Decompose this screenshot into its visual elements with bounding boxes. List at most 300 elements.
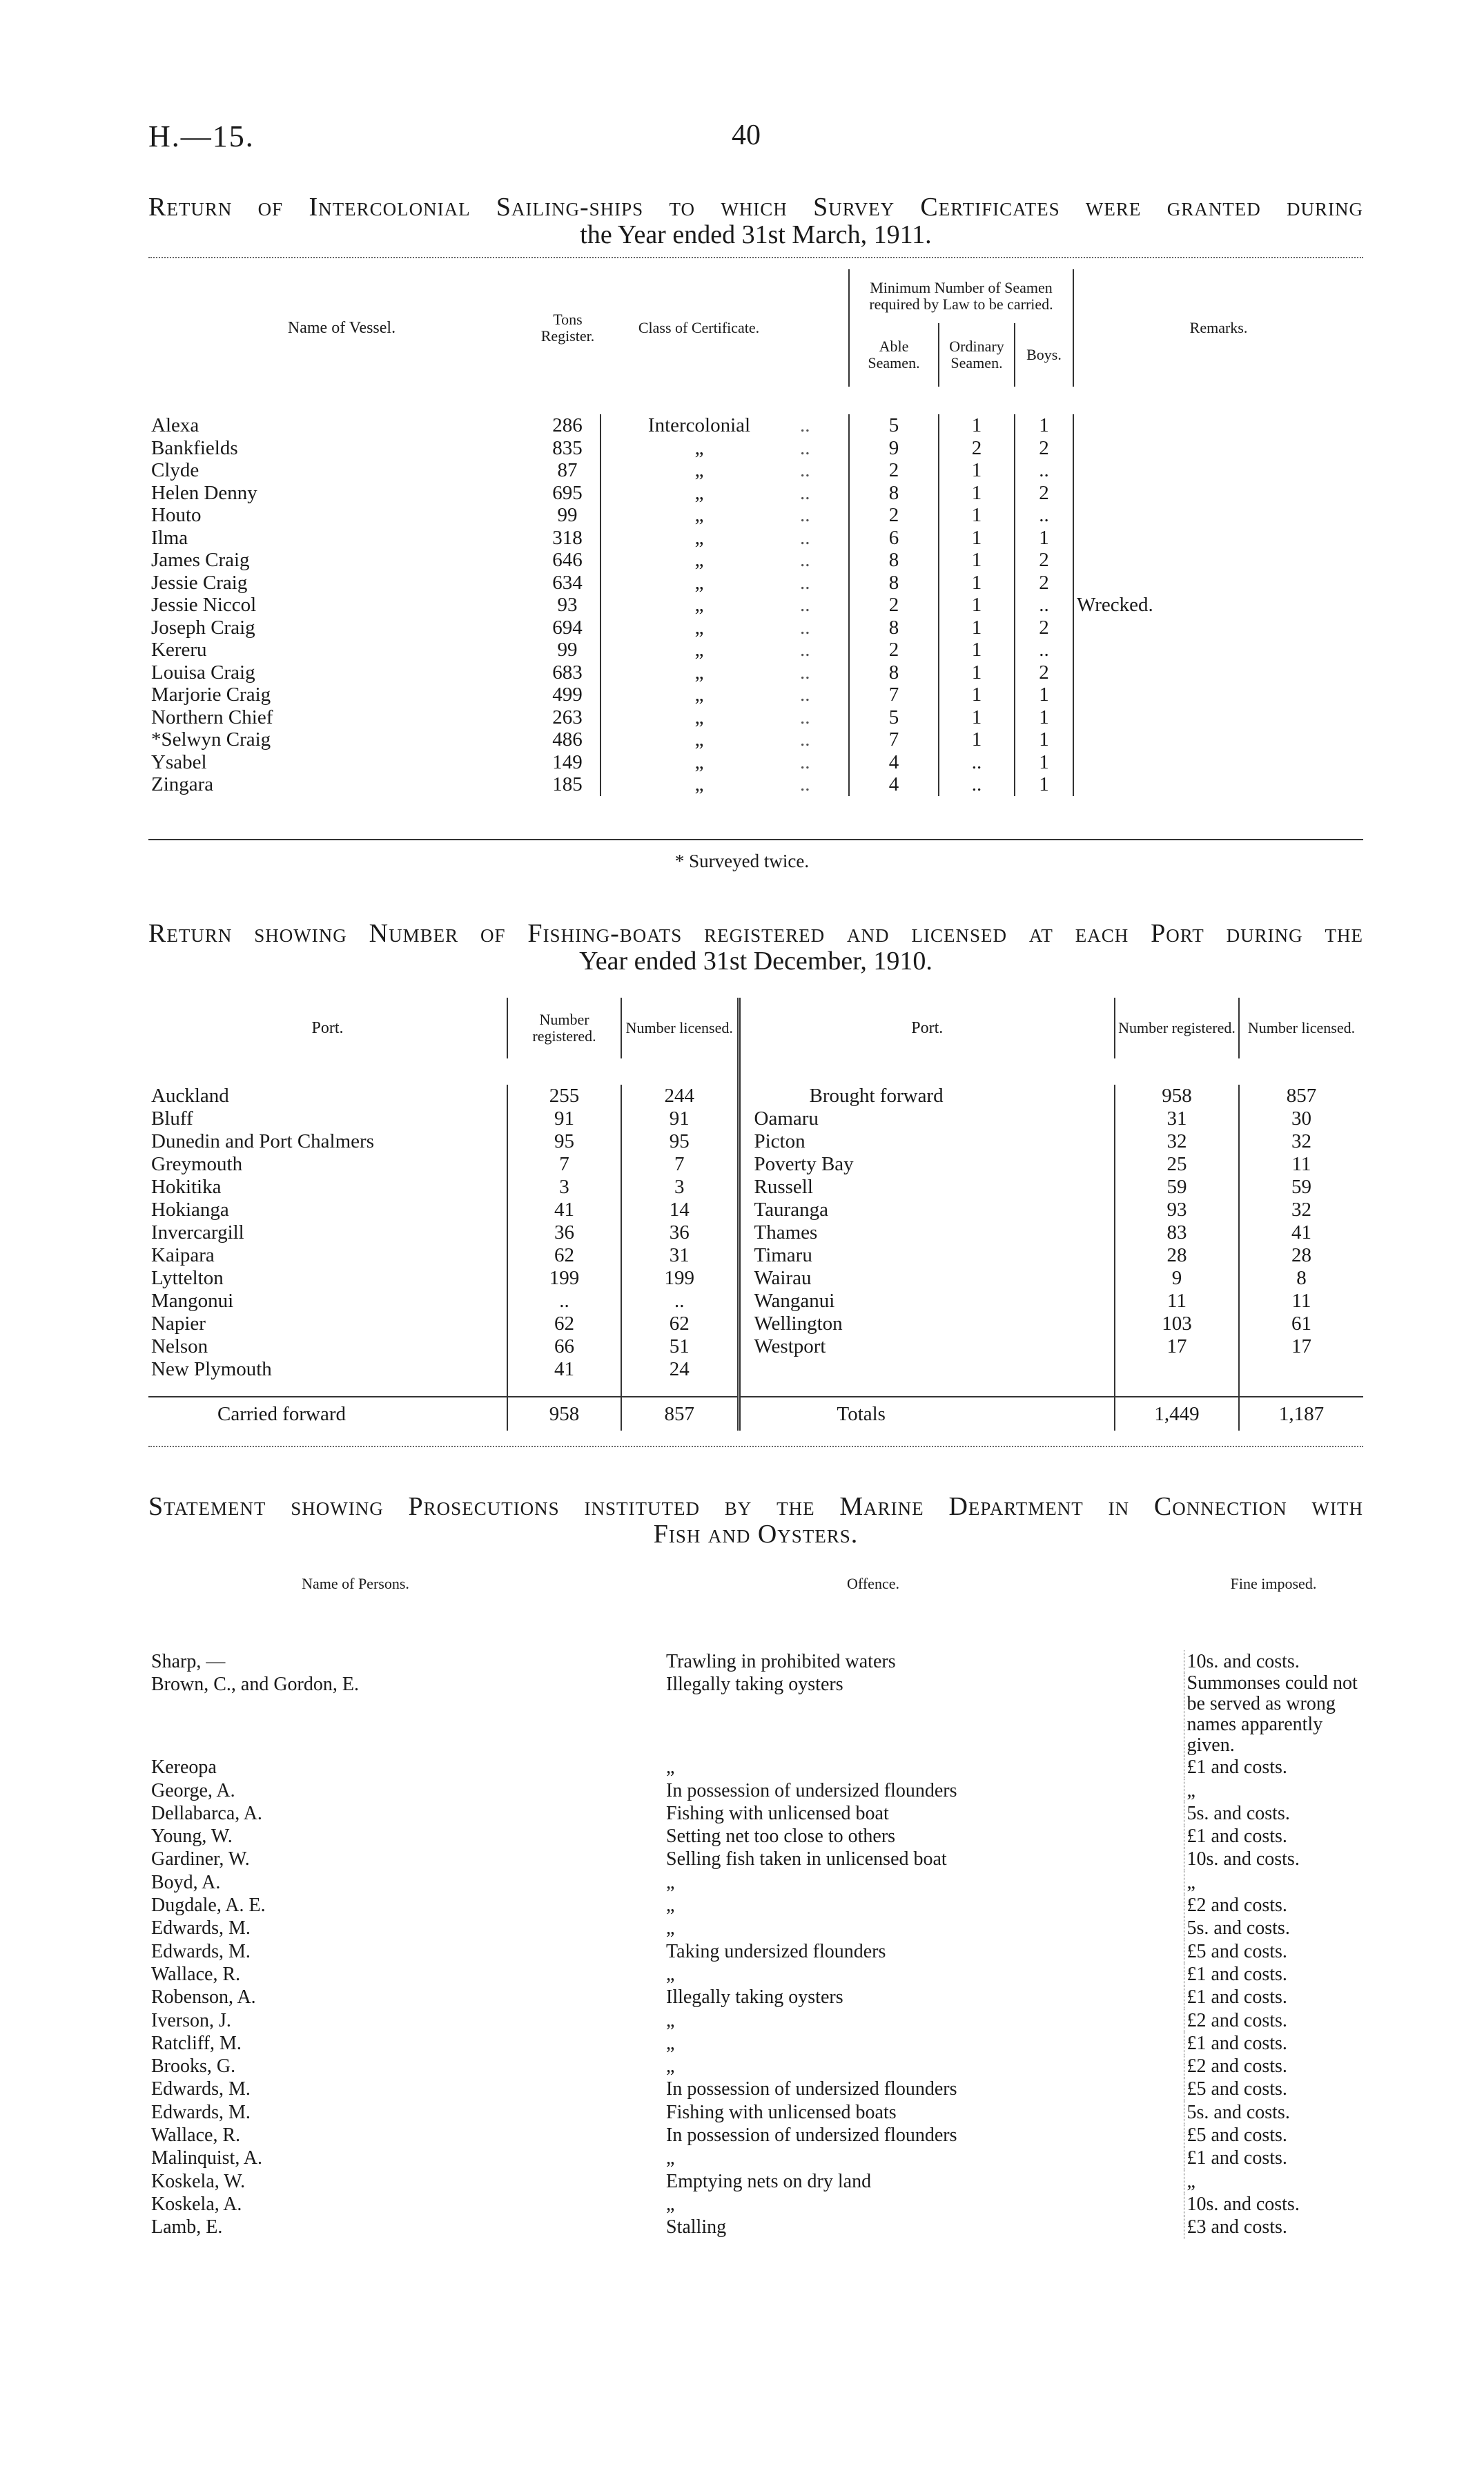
port-name: Mangonui	[151, 1290, 234, 1312]
person-name: Edwards, M.	[151, 1940, 251, 1962]
number-licensed: 14	[621, 1199, 739, 1221]
table-row	[148, 1358, 1363, 1381]
remarks	[1073, 706, 1363, 729]
number-registered	[1115, 1358, 1239, 1381]
vessel-name: James Craig	[151, 549, 250, 571]
person-name: Dellabarca, A.	[151, 1802, 262, 1824]
fine-imposed: £2 and costs.	[1184, 2055, 1363, 2078]
ordinary-seamen: 1	[939, 706, 1015, 729]
able-seamen: 6	[849, 527, 939, 550]
number-registered: 958	[1115, 1085, 1239, 1107]
table-row	[148, 773, 1363, 796]
number-licensed: 28	[1239, 1244, 1363, 1267]
remarks	[1073, 661, 1363, 684]
person-name: Wallace, R.	[151, 1963, 241, 1985]
able-seamen: 5	[849, 706, 939, 729]
person-name: Kereopa	[151, 1757, 217, 1779]
person-name: Boyd, A.	[151, 1871, 221, 1893]
col-vessel-name: Name of Vessel.	[287, 319, 396, 337]
number-registered: 199	[507, 1267, 621, 1290]
tons-register: 634	[552, 571, 583, 594]
table-row	[148, 2124, 1363, 2147]
offence: „	[666, 2032, 675, 2054]
sailing-table	[148, 269, 1363, 796]
table-row	[148, 1199, 1363, 1221]
tons-register: 185	[552, 773, 583, 795]
vessel-name: Joseph Craig	[151, 616, 255, 639]
port-name: Oamaru	[739, 1107, 1115, 1130]
number-licensed: 11	[1239, 1153, 1363, 1176]
number-registered: 62	[507, 1313, 621, 1335]
number-registered: 95	[507, 1130, 621, 1153]
totals-registered: 1,449	[1115, 1397, 1239, 1431]
port-name: Invercargill	[151, 1221, 244, 1244]
vessel-name: Bankfields	[151, 436, 238, 459]
able-seamen: 9	[849, 437, 939, 460]
port-name: Poverty Bay	[739, 1153, 1115, 1176]
offence: Taking undersized flounders	[666, 1940, 886, 1962]
number-registered: 28	[1115, 1244, 1239, 1267]
able-seamen: 2	[849, 504, 939, 527]
table-row	[148, 639, 1363, 661]
number-licensed: 91	[621, 1107, 739, 1130]
boys: ..	[1015, 459, 1073, 482]
certificate-class: „	[601, 728, 797, 751]
totals-label: Totals	[739, 1397, 1115, 1431]
fishing-title-line2: Year ended 31st December, 1910.	[579, 947, 933, 976]
ordinary-seamen: 1	[939, 661, 1015, 684]
ordinary-seamen: 1	[939, 572, 1015, 594]
table-row	[148, 728, 1363, 751]
person-name: Wallace, R.	[151, 2125, 241, 2147]
vessel-name: Jessie Niccol	[151, 594, 257, 616]
table-row	[148, 1802, 1363, 1825]
able-seamen: 5	[849, 414, 939, 437]
vessel-name: Jessie Craig	[151, 571, 248, 594]
fine-imposed: £1 and costs.	[1184, 1963, 1363, 1986]
spacer-cell	[739, 1381, 1115, 1397]
table-row	[148, 1650, 1363, 1673]
offence: Trawling in prohibited waters	[666, 1651, 896, 1672]
fine-imposed: £1 and costs.	[1184, 2032, 1363, 2055]
col-tons: Tons Register.	[540, 311, 595, 345]
vessel-name: Marjorie Craig	[151, 684, 271, 706]
vessel-name: Helen Denny	[151, 481, 257, 504]
boys: 1	[1015, 684, 1073, 706]
person-name: Edwards, M.	[151, 2101, 251, 2123]
carried-forward-registered: 958	[507, 1397, 621, 1431]
remarks	[1073, 639, 1363, 661]
prosecutions-title-line1: Statement showing Prosecutions instituted by the Marine Department in Connection with	[148, 1492, 1363, 1521]
col-licensed-right: Number licensed.	[1239, 998, 1363, 1058]
ordinary-seamen: 1	[939, 594, 1015, 617]
number-registered: 83	[1115, 1221, 1239, 1244]
certificate-class: Intercolonial	[601, 414, 797, 437]
number-registered: 93	[1115, 1199, 1239, 1221]
table-row	[148, 2216, 1363, 2238]
table-row	[148, 549, 1363, 572]
person-name: Brown, C., and Gordon, E.	[151, 1674, 359, 1696]
ordinary-seamen: 1	[939, 414, 1015, 437]
number-registered: 91	[507, 1107, 621, 1130]
col-ordinary: Ordinary Seamen.	[939, 323, 1015, 387]
vessel-name: Ilma	[151, 526, 188, 549]
certificate-class: „	[601, 459, 797, 482]
table-row	[148, 572, 1363, 594]
table-row	[148, 706, 1363, 729]
number-registered: 255	[507, 1085, 621, 1107]
table-row	[148, 1986, 1363, 2009]
port-name: Bluff	[151, 1107, 193, 1130]
table-row	[148, 1244, 1363, 1267]
col-registered-right: Number registered.	[1115, 998, 1239, 1058]
offence: „	[666, 1757, 675, 1779]
number-licensed: 7	[621, 1153, 739, 1176]
vessel-name: Northern Chief	[151, 706, 273, 728]
col-registered-left: Number registered.	[507, 998, 621, 1058]
port-name: Tauranga	[739, 1199, 1115, 1221]
person-name: Robenson, A.	[151, 1986, 256, 2009]
fine-imposed: £1 and costs.	[1184, 1756, 1363, 1779]
offence: „	[666, 2055, 675, 2078]
able-seamen: 8	[849, 549, 939, 572]
tons-register: 99	[557, 639, 578, 661]
leader-dots: ..	[800, 459, 810, 481]
boys: ..	[1015, 504, 1073, 527]
fine-imposed: £2 and costs.	[1184, 2009, 1363, 2032]
col-boys: Boys.	[1015, 323, 1073, 387]
boys: 1	[1015, 773, 1073, 796]
certificate-class: „	[601, 482, 797, 505]
number-licensed: 61	[1239, 1313, 1363, 1335]
able-seamen: 8	[849, 617, 939, 639]
carried-forward-label: Carried forward	[217, 1403, 346, 1425]
col-offence: Offence.	[847, 1575, 899, 1592]
person-name: Ratcliff, M.	[151, 2032, 242, 2054]
port-name: Dunedin and Port Chalmers	[151, 1130, 374, 1152]
number-licensed: 24	[621, 1358, 739, 1381]
port-name: Wellington	[739, 1313, 1115, 1335]
table-row	[148, 504, 1363, 527]
table-row	[148, 661, 1363, 684]
table-row	[148, 1848, 1363, 1870]
certificate-class: „	[601, 639, 797, 661]
offence: „	[666, 2193, 675, 2215]
spacer-cell	[1115, 1381, 1239, 1397]
ordinary-seamen: 1	[939, 459, 1015, 482]
able-seamen: 8	[849, 482, 939, 505]
number-registered: 41	[507, 1358, 621, 1381]
number-licensed: 17	[1239, 1335, 1363, 1358]
leader-dots: ..	[800, 504, 810, 526]
remarks	[1073, 527, 1363, 550]
vessel-name: Zingara	[151, 773, 214, 795]
person-name: Brooks, G.	[151, 2055, 236, 2078]
col-able: Able Seamen.	[849, 323, 939, 387]
remarks	[1073, 728, 1363, 751]
ordinary-seamen: 2	[939, 437, 1015, 460]
ordinary-seamen: ..	[939, 773, 1015, 796]
number-licensed: 51	[621, 1335, 739, 1358]
port-name: Picton	[739, 1130, 1115, 1153]
offence: In possession of undersized flounders	[666, 2125, 957, 2147]
port-name: Lyttelton	[151, 1267, 224, 1289]
page-code: H.—15.	[148, 119, 255, 153]
leader-dots: ..	[800, 661, 810, 684]
col-remarks: Remarks.	[1073, 269, 1363, 387]
leader-dots: ..	[800, 436, 810, 459]
person-name: Lamb, E.	[151, 2216, 223, 2238]
offence: „	[666, 1917, 675, 1939]
ordinary-seamen: 1	[939, 617, 1015, 639]
fine-imposed: 5s. and costs.	[1184, 1917, 1363, 1939]
prosecutions-table	[148, 1567, 1363, 2239]
number-licensed: 32	[1239, 1130, 1363, 1153]
certificate-class: „	[601, 549, 797, 572]
table-row	[148, 414, 1363, 437]
table-row	[148, 2009, 1363, 2032]
fine-imposed: 10s. and costs.	[1184, 2193, 1363, 2216]
fine-imposed: „	[1184, 1779, 1363, 1802]
able-seamen: 2	[849, 594, 939, 617]
leader-dots: ..	[800, 549, 810, 571]
able-seamen: 7	[849, 684, 939, 706]
offence: In possession of undersized flounders	[666, 2078, 957, 2100]
offence: „	[666, 1963, 675, 1985]
number-registered: 36	[507, 1221, 621, 1244]
table-row	[148, 617, 1363, 639]
certificate-class: „	[601, 572, 797, 594]
boys: 1	[1015, 706, 1073, 729]
table-row	[148, 2055, 1363, 2078]
fine-imposed: £2 and costs.	[1184, 1894, 1363, 1917]
col-port-left: Port.	[311, 1019, 344, 1037]
person-name: Gardiner, W.	[151, 1848, 250, 1870]
table-row	[148, 1176, 1363, 1199]
fishing-title	[148, 920, 1363, 975]
table-row	[148, 437, 1363, 460]
fine-imposed: 10s. and costs.	[1184, 1650, 1363, 1673]
port-name: Wanganui	[739, 1290, 1115, 1313]
table-rule	[148, 839, 1363, 840]
sailing-title-line2: the Year ended 31st March, 1911.	[580, 220, 932, 249]
table-row	[148, 2101, 1363, 2124]
table-row	[148, 1756, 1363, 1779]
number-registered: 32	[1115, 1130, 1239, 1153]
port-name: Russell	[739, 1176, 1115, 1199]
port-name: Hokitika	[151, 1176, 222, 1198]
table-row	[148, 1871, 1363, 1894]
port-name: Greymouth	[151, 1153, 243, 1175]
tons-register: 646	[552, 549, 583, 571]
offence: Illegally taking oysters	[666, 1986, 843, 2009]
number-licensed: 11	[1239, 1290, 1363, 1313]
able-seamen: 8	[849, 572, 939, 594]
table-row	[148, 1335, 1363, 1358]
ordinary-seamen: 1	[939, 728, 1015, 751]
tons-register: 286	[552, 414, 583, 436]
remarks	[1073, 751, 1363, 774]
certificate-class: „	[601, 504, 797, 527]
table-row	[148, 482, 1363, 505]
col-persons: Name of Persons.	[302, 1575, 409, 1592]
table-row	[148, 594, 1363, 617]
totals-licensed: 1,187	[1239, 1397, 1363, 1431]
ordinary-seamen: 1	[939, 504, 1015, 527]
fine-imposed: £1 and costs.	[1184, 1825, 1363, 1848]
table-row	[148, 1917, 1363, 1939]
ordinary-seamen: 1	[939, 639, 1015, 661]
boys: ..	[1015, 594, 1073, 617]
able-seamen: 4	[849, 751, 939, 774]
sailing-title	[148, 193, 1363, 249]
tons-register: 499	[552, 684, 583, 706]
col-licensed-left: Number licensed.	[621, 998, 739, 1058]
leader-dots: ..	[800, 526, 810, 549]
person-name: Edwards, M.	[151, 2078, 251, 2100]
boys: 2	[1015, 437, 1073, 460]
certificate-class: „	[601, 437, 797, 460]
leader-dots: ..	[800, 706, 810, 728]
remarks	[1073, 684, 1363, 706]
person-name: Sharp, —	[151, 1651, 226, 1672]
table-rule	[148, 257, 1363, 258]
leader-dots: ..	[800, 571, 810, 594]
sailing-footnote: * Surveyed twice.	[674, 851, 810, 871]
remarks	[1073, 482, 1363, 505]
number-licensed: 30	[1239, 1107, 1363, 1130]
certificate-class: „	[601, 527, 797, 550]
fishing-table	[148, 998, 1363, 1431]
table-row	[148, 1940, 1363, 1963]
port-name: Auckland	[151, 1085, 229, 1107]
fine-imposed: Summonses could not be served as wrong names apparently given.	[1184, 1673, 1363, 1756]
fine-imposed: 10s. and costs.	[1184, 1848, 1363, 1870]
fine-imposed: „	[1184, 1871, 1363, 1894]
table-row	[148, 2193, 1363, 2216]
spacer-cell	[1239, 1381, 1363, 1397]
table-row	[148, 1085, 1363, 1107]
number-licensed: 59	[1239, 1176, 1363, 1199]
number-licensed: 62	[621, 1313, 739, 1335]
table-row	[148, 1963, 1363, 1986]
vessel-name: Clyde	[151, 459, 199, 481]
number-registered: 25	[1115, 1153, 1239, 1176]
person-name: Koskela, A.	[151, 2193, 242, 2215]
leader-dots: ..	[800, 639, 810, 661]
vessel-name: Houto	[151, 504, 202, 526]
person-name: Malinquist, A.	[151, 2147, 263, 2169]
spacer-cell	[148, 1381, 507, 1397]
boys: 2	[1015, 549, 1073, 572]
number-licensed: 36	[621, 1221, 739, 1244]
spacer-cell	[507, 1381, 621, 1397]
able-seamen: 2	[849, 639, 939, 661]
number-licensed: 244	[621, 1085, 739, 1107]
able-seamen: 8	[849, 661, 939, 684]
person-name: Koskela, W.	[151, 2170, 246, 2192]
offence: In possession of undersized flounders	[666, 1779, 957, 1801]
certificate-class: „	[601, 751, 797, 774]
leader-dots: ..	[800, 481, 810, 504]
offence: „	[666, 1871, 675, 1893]
leader-dots: ..	[800, 594, 810, 616]
remarks	[1073, 414, 1363, 437]
certificate-class: „	[601, 661, 797, 684]
person-name: Iverson, J.	[151, 2009, 231, 2031]
offence: Emptying nets on dry land	[666, 2170, 872, 2192]
port-name: New Plymouth	[151, 1358, 272, 1380]
col-minimum: Minimum Number of Seamen required by Law to be carried.	[849, 269, 1073, 323]
tons-register: 99	[557, 504, 578, 526]
certificate-class: „	[601, 706, 797, 729]
tons-register: 835	[552, 436, 583, 459]
ordinary-seamen: 1	[939, 482, 1015, 505]
number-licensed: 857	[1239, 1085, 1363, 1107]
certificate-class: „	[601, 617, 797, 639]
ordinary-seamen: 1	[939, 549, 1015, 572]
offence: „	[666, 2147, 675, 2169]
remarks	[1073, 437, 1363, 460]
table-row	[148, 684, 1363, 706]
table-row	[148, 1779, 1363, 1802]
remarks	[1073, 773, 1363, 796]
boys: 2	[1015, 572, 1073, 594]
boys: 2	[1015, 482, 1073, 505]
totals-row	[148, 1397, 1363, 1431]
number-registered: 9	[1115, 1267, 1239, 1290]
leader-dots: ..	[800, 684, 810, 706]
fine-imposed: £5 and costs.	[1184, 2078, 1363, 2100]
table-row	[148, 1153, 1363, 1176]
vessel-name: *Selwyn Craig	[151, 728, 271, 751]
port-name: Wairau	[739, 1267, 1115, 1290]
sailing-title-line1: Return of Intercolonial Sailing-ships to which Survey Certificates were granted during	[148, 193, 1363, 222]
offence: Stalling	[666, 2216, 727, 2238]
boys: 1	[1015, 728, 1073, 751]
boys: 2	[1015, 617, 1073, 639]
port-name: Nelson	[151, 1335, 208, 1357]
tons-register: 695	[552, 481, 583, 504]
tons-register: 263	[552, 706, 583, 728]
vessel-name: Alexa	[151, 414, 199, 436]
number-registered: 59	[1115, 1176, 1239, 1199]
vessel-name: Louisa Craig	[151, 661, 255, 684]
number-licensed: 8	[1239, 1267, 1363, 1290]
col-port-right: Port.	[739, 998, 1115, 1058]
fine-imposed: 5s. and costs.	[1184, 2101, 1363, 2124]
fishing-title-line1: Return showing Number of Fishing-boats registered and licensed at each Port during the	[148, 919, 1363, 948]
tons-register: 318	[552, 526, 583, 549]
fine-imposed: £3 and costs.	[1184, 2216, 1363, 2238]
tons-register: 149	[552, 751, 583, 773]
ordinary-seamen: 1	[939, 527, 1015, 550]
remarks	[1073, 459, 1363, 482]
vessel-name: Kereru	[151, 639, 207, 661]
tons-register: 486	[552, 728, 583, 751]
table-row	[148, 1107, 1363, 1130]
fine-imposed: £5 and costs.	[1184, 1940, 1363, 1963]
certificate-class: „	[601, 773, 797, 796]
offence: „	[666, 1895, 675, 1917]
number-licensed: 199	[621, 1267, 739, 1290]
prosecutions-title-line2: Fish and Oysters.	[653, 1520, 859, 1549]
remarks	[1073, 504, 1363, 527]
number-licensed: 41	[1239, 1221, 1363, 1244]
boys: ..	[1015, 639, 1073, 661]
boys: 2	[1015, 661, 1073, 684]
tons-register: 694	[552, 616, 583, 639]
